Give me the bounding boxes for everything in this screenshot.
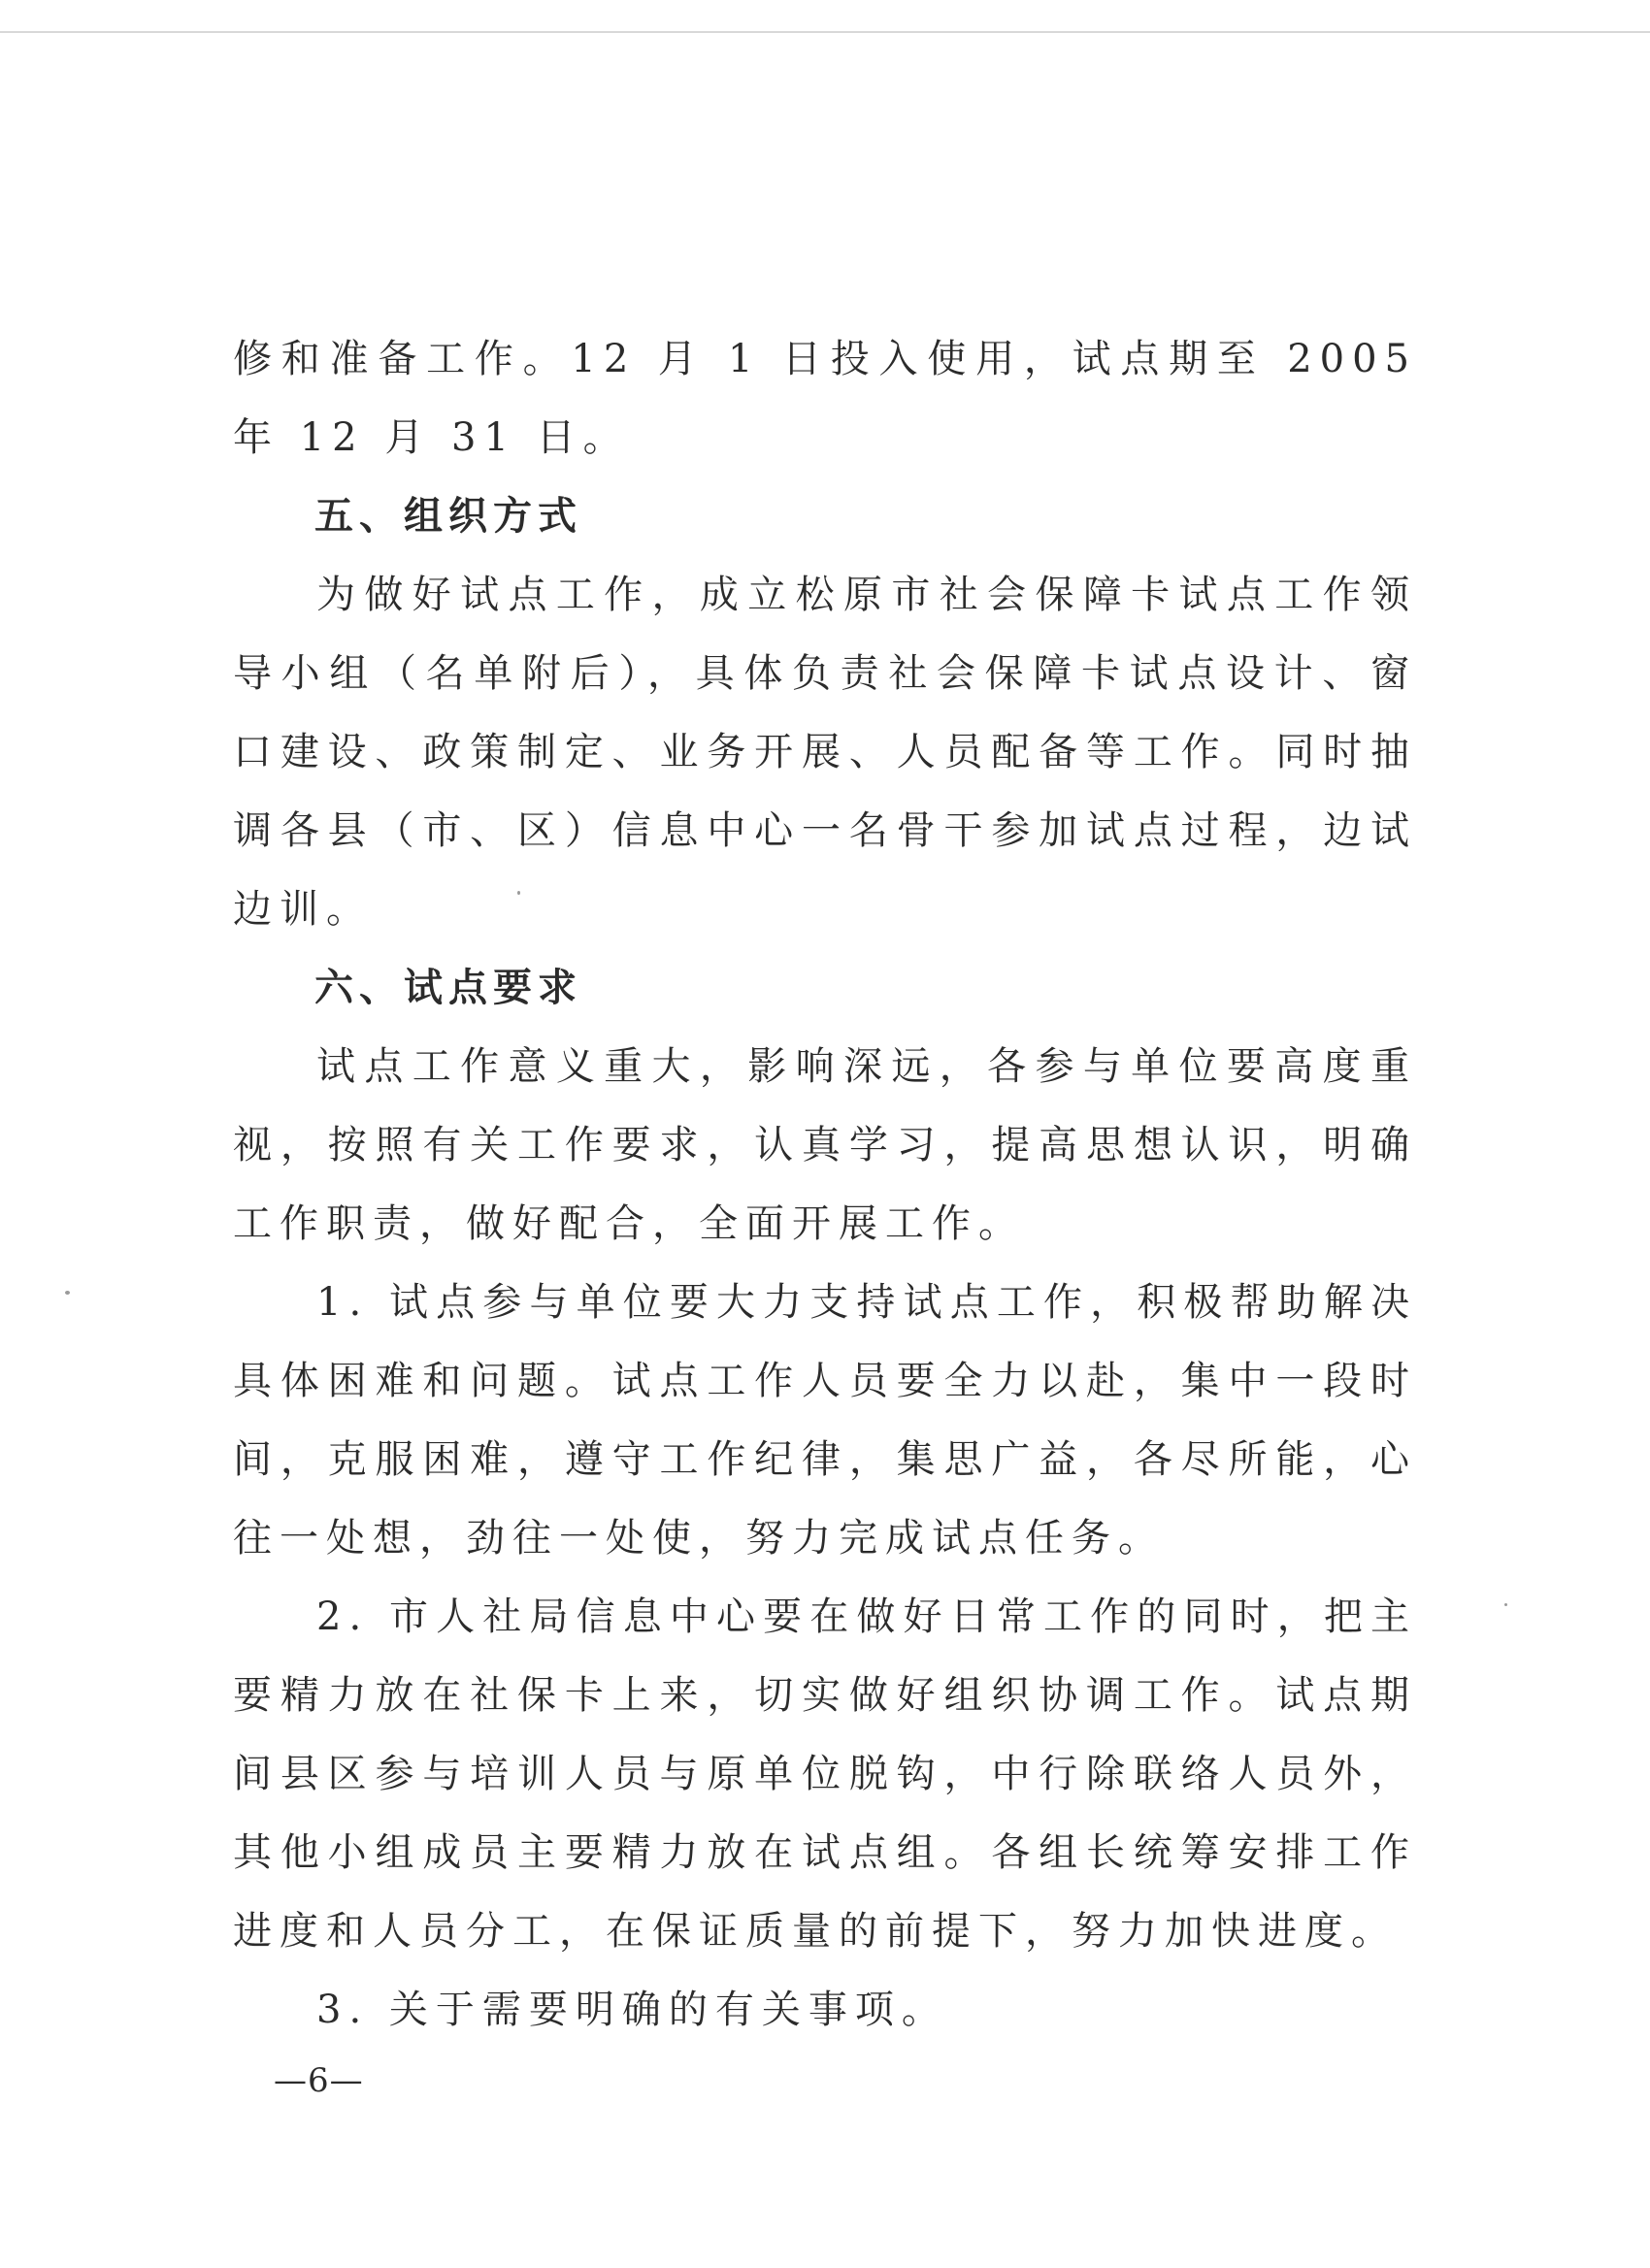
section-6-paragraph: 试点工作意义重大，影响深远，各参与单位要高度重视，按照有关工作要求，认真学习，提高思想认识，明确工作职责，做好配合，全面开展工作。 xyxy=(233,1044,1417,1246)
scan-speck xyxy=(1504,1603,1507,1606)
section-5-heading: 五、组织方式 xyxy=(314,494,582,539)
section-5-paragraph: 为做好试点工作，成立松原市社会保障卡试点工作领导小组（名单附后），具体负责社会保障卡试点设计、窗口建设、政策制定、业务开展、人员配备等工作。同时抽调各县（市、区）信息中心一名骨干参加试点过程，边试边训。 xyxy=(233,573,1417,932)
continuation-paragraph: 修和准备工作。12 月 1 日投入使用，试点期至 2005 年 12 月 31 日。 xyxy=(233,337,1417,460)
scan-top-edge xyxy=(0,31,1650,33)
page-number: —6— xyxy=(274,2061,364,2100)
requirement-item-2: 2. 市人社局信息中心要在做好日常工作的同时，把主要精力放在社保卡上来，切实做好组织协调工作。试点期间县区参与培训人员与原单位脱钩，中行除联络人员外，其他小组成员主要精力放在试点组。各组长统筹安排工作进度和人员分工，在保证质量的前提下，努力加快进度。 xyxy=(233,1594,1417,1954)
document-body xyxy=(233,320,1417,2050)
requirement-item-3: 3. 关于需要明确的有关事项。 xyxy=(316,1988,948,2032)
requirement-item-1: 1. 试点参与单位要大力支持试点工作，积极帮助解决具体困难和问题。试点工作人员要全力以赴，集中一段时间，克服困难，遵守工作纪律，集思广益，各尽所能，心往一处想，劲往一处使，努力完成试点任务。 xyxy=(233,1280,1417,1561)
scan-speck xyxy=(517,891,520,895)
scan-speck xyxy=(65,1291,70,1295)
section-6-heading: 六、试点要求 xyxy=(314,966,582,1010)
